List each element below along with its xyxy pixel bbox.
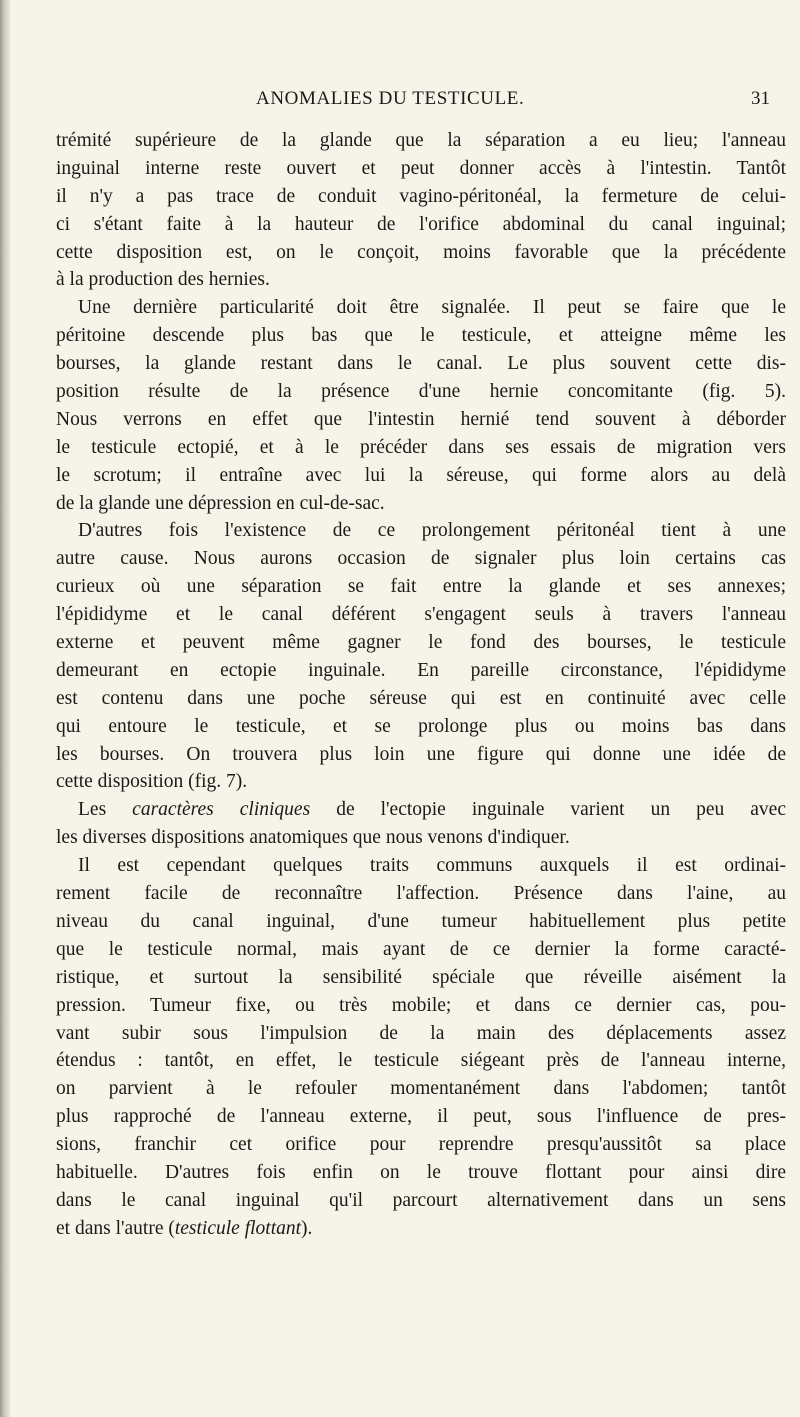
page-number: 31 <box>751 88 770 109</box>
text-line: le testicule ectopié, et à le précéder dans ses essais de migration vers <box>56 436 786 458</box>
text-line: cette disposition est, on le conçoit, moins favorable que la précédente <box>56 241 786 263</box>
paragraph-first-line: Il est cependant quelques traits communs auxquels il est ordinai- <box>78 855 786 877</box>
text-run: de l'ectopie inguinale varient un peu avec <box>310 799 786 821</box>
text-line <box>56 1215 786 1243</box>
text-line: position résulte de la présence d'une hernie concomitante (fig. 5). <box>56 381 786 403</box>
text-line: ci s'étant faite à la hauteur de l'orifice abdominal du canal inguinal; <box>56 213 786 235</box>
text-line: curieux où une séparation se fait entre la glande et ses annexes; <box>56 576 786 598</box>
text-run: et dans l'autre ( <box>56 1217 175 1239</box>
text-run: Les <box>78 799 133 821</box>
text-line: trémité supérieure de la glande que la séparation a eu lieu; l'anneau <box>56 130 786 151</box>
text-line: ristique, et surtout la sensibilité spéciale que réveille aisément la <box>56 966 786 988</box>
running-header <box>0 88 800 118</box>
text-line: pression. Tumeur fixe, ou très mobile; et dans ce dernier cas, pou- <box>56 994 786 1016</box>
italic-term: caractères cliniques <box>132 799 311 821</box>
text-line: les diverses dispositions anatomiques que nous venons d'indiquer. <box>56 827 570 849</box>
text-line: Nous verrons en effet que l'intestin hernié tend souvent à déborder <box>56 408 786 430</box>
text-line: sions, franchir cet orifice pour reprendre presqu'aussitôt sa place <box>56 1134 786 1156</box>
text-line: habituelle. D'autres fois enfin on le trouve flottant pour ainsi dire <box>56 1161 786 1183</box>
text-line: il n'y a pas trace de conduit vagino-péritonéal, la fermeture de celui- <box>56 185 786 207</box>
text-line: demeurant en ectopie inguinale. En pareille circonstance, l'épididyme <box>56 659 786 681</box>
text-line: les bourses. On trouvera plus loin une figure qui donne une idée de <box>56 743 786 765</box>
text-line: péritoine descende plus bas que le testicule, et atteigne même les <box>56 325 786 347</box>
text-line: que le testicule normal, mais ayant de ce dernier la forme caracté- <box>56 938 786 960</box>
text-line: à la production des hernies. <box>56 269 270 291</box>
text-line: qui entoure le testicule, et se prolonge plus ou moins bas dans <box>56 715 786 737</box>
text-body <box>56 127 786 1243</box>
text-line: inguinal interne reste ouvert et peut donner accès à l'intestin. Tantôt <box>56 157 786 179</box>
text-line: externe et peuvent même gagner le fond des bourses, le testicule <box>56 632 786 654</box>
text-line: autre cause. Nous aurons occasion de signaler plus loin certains cas <box>56 548 786 570</box>
text-line: rement facile de reconnaître l'affection. Présence dans l'aine, au <box>56 883 786 905</box>
running-title: ANOMALIES DU TESTICULE. <box>256 88 525 109</box>
page-binding-edge <box>0 0 10 1417</box>
text-line: est contenu dans une poche séreuse qui est en continuité avec celle <box>56 687 786 709</box>
text-run: ). <box>301 1217 313 1239</box>
paragraph-first-line <box>56 796 786 824</box>
text-line: vant subir sous l'impulsion de la main des déplacements assez <box>56 1022 786 1044</box>
text-line: l'épididyme et le canal déférent s'engagent seuls à travers l'anneau <box>56 604 786 626</box>
text-line: dans le canal inguinal qu'il parcourt alternativement dans un sens <box>56 1189 786 1211</box>
text-line: bourses, la glande restant dans le canal. Le plus souvent cette dis- <box>56 353 786 375</box>
text-line: de la glande une dépression en cul-de-sac. <box>56 492 385 514</box>
text-line: plus rapproché de l'anneau externe, il peut, sous l'influence de pres- <box>56 1106 786 1128</box>
paragraph-first-line: D'autres fois l'existence de ce prolongement péritonéal tient à une <box>78 520 786 542</box>
text-line: on parvient à le refouler momentanément dans l'abdomen; tantôt <box>56 1078 786 1100</box>
text-line: niveau du canal inguinal, d'une tumeur habituellement plus petite <box>56 910 786 932</box>
text-line: étendus : tantôt, en effet, le testicule siégeant près de l'anneau interne, <box>56 1050 786 1072</box>
text-line: cette disposition (fig. 7). <box>56 771 248 793</box>
italic-term: testicule flottant <box>174 1217 302 1239</box>
text-line: le scrotum; il entraîne avec lui la séreuse, qui forme alors au delà <box>56 464 786 486</box>
paragraph-first-line: Une dernière particularité doit être signalée. Il peut se faire que le <box>78 297 786 319</box>
